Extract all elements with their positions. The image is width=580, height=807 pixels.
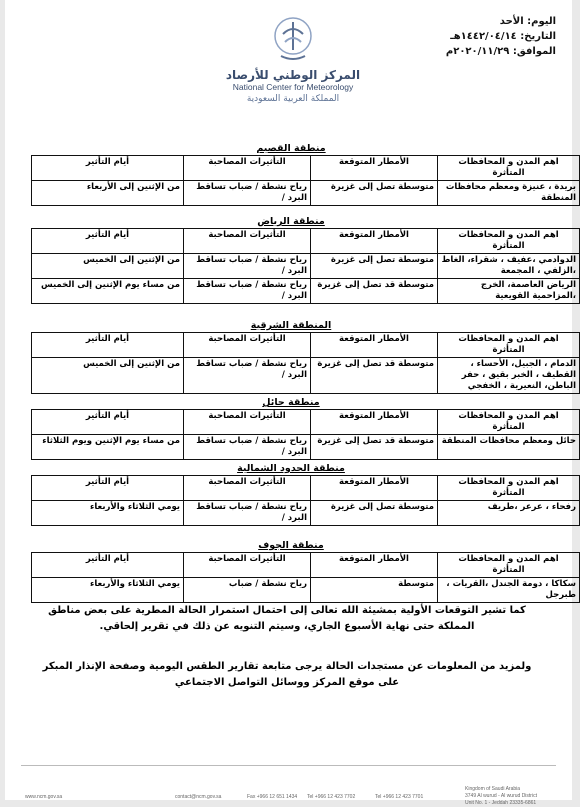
footer-divider	[21, 765, 556, 766]
table-cell: رياح نشطة / ضباب تساقط البرد /	[184, 501, 311, 526]
table-cell: متوسطة تصل إلى غزيرة	[311, 254, 438, 279]
table-header-row	[32, 476, 580, 501]
column-header: اهم المدن و المحافظات المتأثرة	[438, 156, 580, 181]
footer-address-2: 3749 Al wurud - Al wurud District	[465, 793, 537, 799]
column-header: الأمطار المتوقعة	[311, 156, 438, 181]
table-cell: رياح نشطة / ضباب تساقط البرد /	[184, 254, 311, 279]
forecast-table	[31, 228, 580, 304]
region-section	[31, 143, 576, 206]
region-title: منطقة الحدود الشمالية	[237, 463, 345, 474]
column-header: الأمطار المتوقعة	[311, 333, 438, 358]
table-header-row	[32, 553, 580, 578]
region-title: منطقة الرياض	[257, 216, 325, 227]
table-row	[32, 501, 580, 526]
column-header: الأمطار المتوقعة	[311, 553, 438, 578]
table-cell: يومي الثلاثاء والأربعاء	[32, 578, 184, 603]
info-note: ولمزيد من المعلومات عن مستجدات الحالة يرجى متابعة تقارير الطقس اليومية وصفحة الإنذار المبكر على موقع المركز ووسائل التواصل الاجتماعي	[42, 661, 532, 688]
table-cell: من مساء يوم الإثنين إلى الخميس	[32, 279, 184, 304]
table-row	[32, 358, 580, 394]
region-title: المنطقة الشرقية	[250, 320, 332, 331]
document-page	[5, 0, 576, 806]
region-section	[31, 397, 576, 460]
forecast-table	[31, 552, 580, 603]
footer-address-1: Kingdom of Saudi Arabia	[465, 786, 521, 792]
region-section	[31, 463, 576, 526]
column-header: التأثيرات المصاحبة	[184, 156, 311, 181]
footer-address-3: Unit No. 1 - Jeddah 23335-6861	[465, 800, 537, 806]
column-header: أيام التأثير	[32, 410, 184, 435]
table-cell: بريدة ، عنيزة ومعظم محافظات المنطقة	[438, 181, 580, 206]
region-title: منطقة القصيم	[256, 143, 326, 154]
column-header: أيام التأثير	[32, 333, 184, 358]
column-header: اهم المدن و المحافظات المتأثرة	[438, 333, 580, 358]
column-header: التأثيرات المصاحبة	[184, 410, 311, 435]
column-header: الأمطار المتوقعة	[311, 476, 438, 501]
column-header: التأثيرات المصاحبة	[184, 476, 311, 501]
ncm-logo-icon	[273, 16, 313, 64]
table-cell: متوسطة تصل إلى غزيرة	[311, 501, 438, 526]
column-header: الأمطار المتوقعة	[311, 410, 438, 435]
table-cell: رياح نشطة / ضباب تساقط البرد /	[184, 435, 311, 460]
table-cell: من الإثنين إلى الخميس	[32, 358, 184, 394]
table-cell: من مساء يوم الإثنين ويوم الثلاثاء	[32, 435, 184, 460]
region-section	[31, 540, 576, 603]
table-row	[32, 435, 580, 460]
footer-fax: Fax +966 12 651 1434	[247, 794, 298, 800]
column-header: أيام التأثير	[32, 553, 184, 578]
table-cell: متوسطة قد تصل إلى غزيرة	[311, 279, 438, 304]
table-cell: رفحاء ، عرعر ،طريف	[438, 501, 580, 526]
gregorian-date: الموافق: ٢٠٢٠/١١/٢٩م	[445, 46, 556, 57]
region-section	[31, 216, 576, 304]
forecast-note: كما تشير التوقعات الأولية بمشيئة الله تعالى إلى احتمال استمرار الحالة المطرية على بعض مناطق المملكة حتى نهاية الأسبوع الجاري، وسيتم التنويه عن ذلك في تقرير إلحاقي.	[48, 605, 526, 632]
column-header: أيام التأثير	[32, 476, 184, 501]
table-cell: من الإثنين إلى الخميس	[32, 254, 184, 279]
table-cell: رياح نشطة / ضباب تساقط البرد /	[184, 358, 311, 394]
column-header: اهم المدن و المحافظات المتأثرة	[438, 410, 580, 435]
forecast-table	[31, 475, 580, 526]
table-cell: متوسطة قد تصل إلى غزيرة	[311, 435, 438, 460]
table-header-row	[32, 229, 580, 254]
column-header: أيام التأثير	[32, 229, 184, 254]
column-header: اهم المدن و المحافظات المتأثرة	[438, 476, 580, 501]
org-name	[223, 68, 363, 105]
table-cell: متوسطة قد تصل إلى غزيرة	[311, 358, 438, 394]
footer-tel-2: Tel +966 12 423 7701	[375, 794, 424, 800]
table-cell: من الإثنين إلى الأربعاء	[32, 181, 184, 206]
table-row	[32, 254, 580, 279]
table-cell: الدمام ، الجبيل، الأحساء ، القطيف ، الخبر بقيق ، حفر الباطن، النعيرية ، الخفجي	[438, 358, 580, 394]
table-cell: يومي الثلاثاء والأربعاء	[32, 501, 184, 526]
region-title: منطقة الجوف	[258, 540, 324, 551]
forecast-table	[31, 409, 580, 460]
table-row	[32, 578, 580, 603]
column-header: أيام التأثير	[32, 156, 184, 181]
table-cell: الرياض العاصمة، الخرج ،المزاحمية القويعية	[438, 279, 580, 304]
table-cell: رياح نشطة / ضباب	[184, 578, 311, 603]
column-header: التأثيرات المصاحبة	[184, 333, 311, 358]
footer-website: www.ncm.gov.sa	[25, 794, 63, 800]
table-cell: متوسطة	[311, 578, 438, 603]
org-name-english: National Center for Meteorology	[232, 82, 354, 92]
day-label: اليوم: الأحد	[499, 16, 556, 27]
column-header: اهم المدن و المحافظات المتأثرة	[438, 229, 580, 254]
column-header: اهم المدن و المحافظات المتأثرة	[438, 553, 580, 578]
table-header-row	[32, 156, 580, 181]
table-row	[32, 279, 580, 304]
footer-tel-1: Tel +966 12 423 7702	[307, 794, 356, 800]
table-cell: رياح نشطة / ضباب تساقط البرد /	[184, 279, 311, 304]
table-cell: الدوادمي ،عفيف ، شقراء، الغاط ،الزلفي ، المجمعة	[438, 254, 580, 279]
footer-email: contact@ncm.gov.sa	[175, 794, 222, 800]
table-header-row	[32, 333, 580, 358]
table-header-row	[32, 410, 580, 435]
forecast-table	[31, 332, 580, 394]
table-cell: سكاكا ، دومة الجندل ،القريات ، طبرجل	[438, 578, 580, 603]
forecast-table	[31, 155, 580, 206]
country-name: المملكة العربية السعودية	[246, 94, 340, 104]
table-row	[32, 181, 580, 206]
region-title: منطقة حائل	[262, 397, 320, 408]
table-cell: حائل ومعظم محافظات المنطقة	[438, 435, 580, 460]
header-info	[446, 14, 556, 59]
column-header: التأثيرات المصاحبة	[184, 553, 311, 578]
region-section	[31, 320, 576, 394]
column-header: التأثيرات المصاحبة	[184, 229, 311, 254]
org-name-arabic: المركز الوطني للأرصاد	[225, 68, 361, 82]
hijri-date: التاريخ: ١٤٤٢/٠٤/١٤هـ	[450, 31, 556, 42]
table-cell: رياح نشطة / ضباب تساقط البرد /	[184, 181, 311, 206]
column-header: الأمطار المتوقعة	[311, 229, 438, 254]
table-cell: متوسطة تصل إلى غزيرة	[311, 181, 438, 206]
